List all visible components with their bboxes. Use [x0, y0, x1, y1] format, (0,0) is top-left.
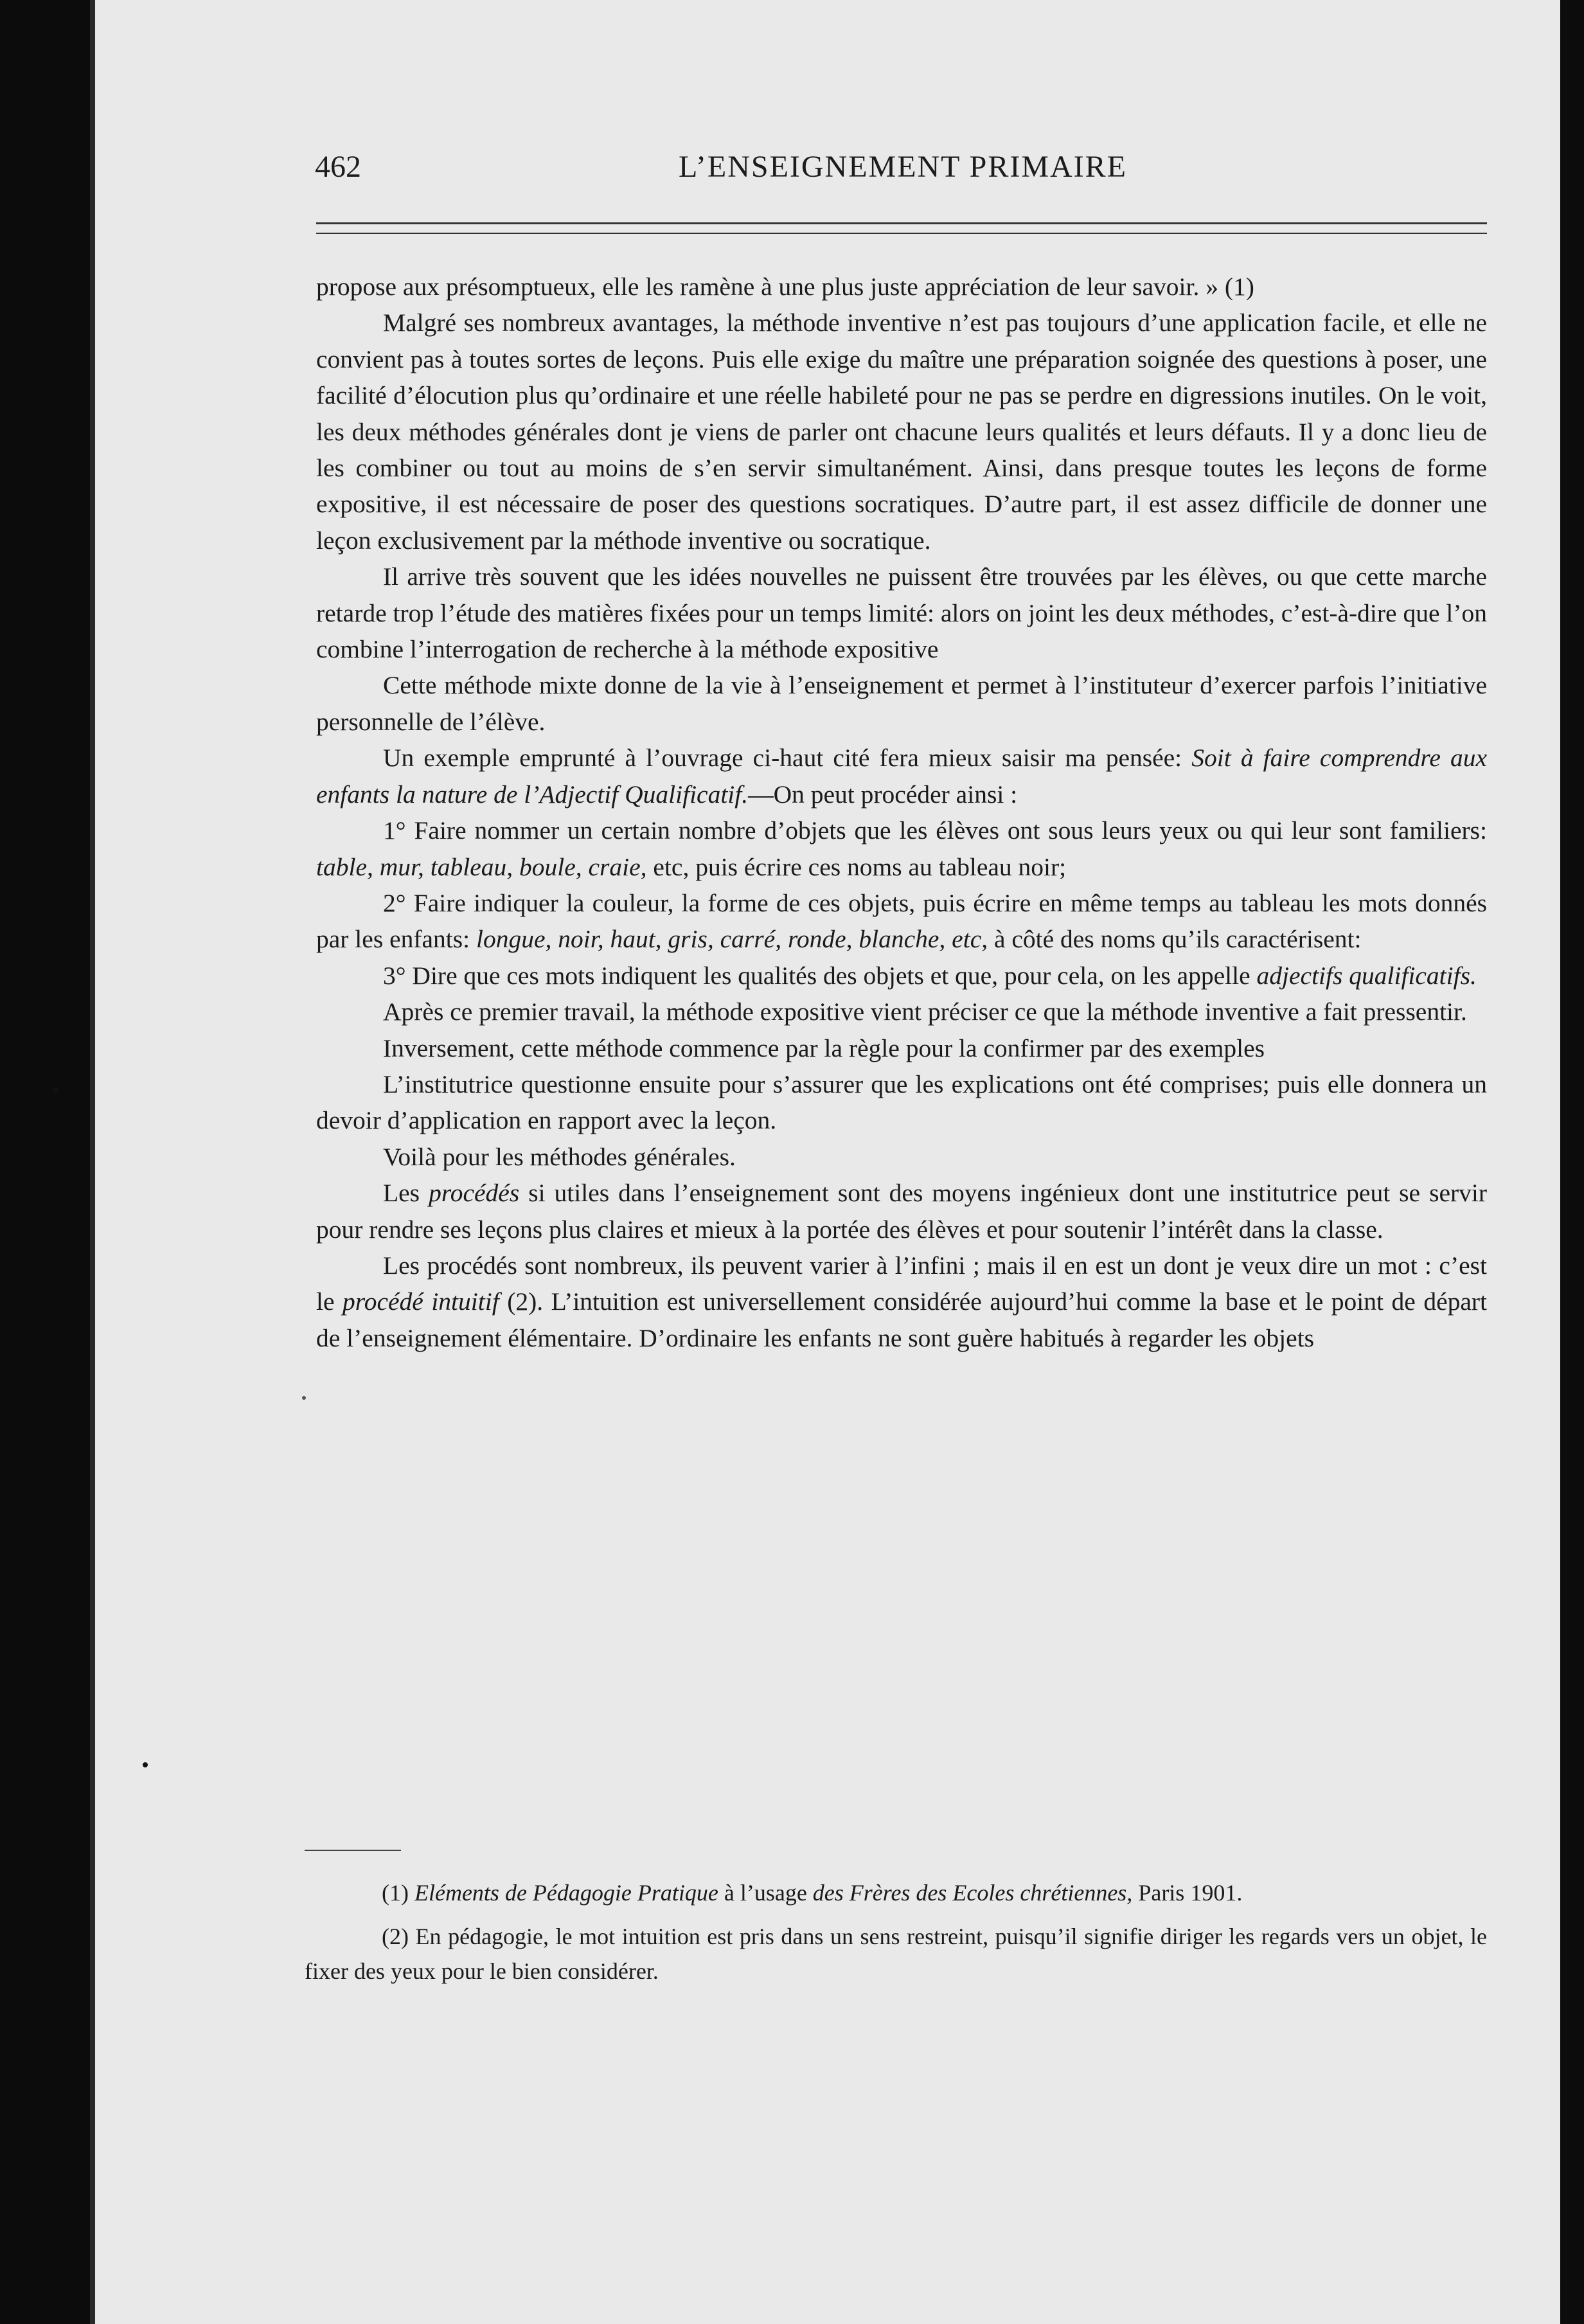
scan-speck [302, 1396, 306, 1400]
footnote: (2) En pédagogie, le mot intuition est pris dans un sens restreint, puisqu’il signifie diriger les regards vers un objet, le fixer des yeux pour le bien considérer. [305, 1924, 1487, 1984]
body-text [316, 269, 1487, 1356]
paragraph: propose aux présomptueux, elle les ramène à une plus juste appréciation de leur savoir. » (1) [316, 273, 1254, 301]
text-run: —On peut procéder ainsi : [748, 780, 1018, 809]
paragraph: Cette méthode mixte donne de la vie à l’enseignement et permet à l’instituteur d’exercer parfois l’initiative personnelle de l’élève. [316, 671, 1487, 736]
italic-text: table, mur, tableau, boule, craie, [316, 852, 647, 881]
italic-text: longue, noir, haut, gris, carré, ronde, blanche, etc, [476, 925, 988, 954]
paragraph [316, 740, 1487, 812]
text-run: Un exemple emprunté à l’ouvrage ci-haut cité fera mieux saisir ma pensée: [383, 744, 1182, 773]
paragraph: Après ce premier travail, la méthode expositive vient préciser ce que la méthode inventive a fait pressentir. [383, 997, 1467, 1026]
paragraph: Voilà pour les méthodes générales. [383, 1142, 736, 1171]
italic-text: adjectifs qualificatifs. [1256, 961, 1477, 990]
footnote [305, 1875, 1487, 1910]
paragraph: L’institutrice questionne ensuite pour s’assurer que les explications ont été comprises; puis elle donnera un devoir d’application en rapport avec la leçon. [316, 1069, 1487, 1135]
italic-text: des Frères des Ecoles chrétiennes, [812, 1880, 1133, 1906]
running-title: L’ENSEIGNEMENT PRIMAIRE [678, 150, 1127, 184]
scan-speck [143, 1762, 148, 1767]
paragraph [316, 1175, 1487, 1247]
text-run: à l’usage [724, 1880, 807, 1906]
footnotes [305, 1875, 1487, 1998]
page-header [315, 149, 1491, 194]
footnote-marker: (1) [382, 1880, 409, 1906]
scan-speck [53, 1087, 59, 1093]
paragraph [316, 958, 1487, 994]
paragraph: Inversement, cette méthode commence par la règle pour la confirmer par des exemples [383, 1033, 1265, 1062]
page-number: 462 [315, 150, 361, 184]
paragraph: Malgré ses nombreux avantages, la méthode inventive n’est pas toujours d’une application facile, et elle ne convient pas à toutes sortes de leçons. Puis elle exige du maître une préparation soignée des questions à poser, une facilité d’élocution plus qu’ordinaire et une réelle habileté pour ne pas se perdre en digressions inutiles. On le voit, les deux méthodes générales dont je viens de parler ont chacune leurs qualités et leurs défauts. Il y a donc lieu de les combiner ou tout au moins de s’en servir simultanément. Ainsi, dans presque toutes les leçons de forme expositive, il est nécessaire de poser des questions socratiques. D’autre part, il est assez difficile de donner une leçon exclusivement par la méthode inventive ou socratique. [316, 308, 1487, 555]
text-run: à côté des noms qu’ils caractérisent: [993, 925, 1362, 954]
italic-text: procédé intuitif [343, 1287, 499, 1316]
text-run: (2). L’intuition est universellement considérée aujourd’hui comme la base et le point de départ de l’enseignement élémentaire. D’ordinaire les enfants ne sont guère habitués à regarder les objets [316, 1287, 1488, 1352]
paragraph [316, 812, 1487, 885]
text-run: 1° Faire nommer un certain nombre d’objets que les élèves ont sous leurs yeux ou qui leur sont familiers: [383, 816, 1487, 845]
italic-text: Eléments de Pédagogie Pratique [414, 1880, 718, 1906]
paragraph: Il arrive très souvent que les idées nouvelles ne puissent être trouvées par les élèves, ou que cette marche retarde trop l’étude des matières fixées pour un temps limité: alors on joint les deux méthodes, c’est-à-dire que l’on combine l’interrogation de recherche à la méthode expositive [316, 562, 1487, 664]
italic-text: procédés [429, 1179, 520, 1208]
text-run: 2° Faire indiquer la couleur, la forme de ces objets, puis écrire en même temps au tableau les mots donnés par les enfants: [316, 888, 1487, 954]
header-rule-thin [316, 233, 1487, 234]
italic-text: Soit à faire comprendre aux enfants la nature de l’Adjectif Qualificatif. [316, 744, 1487, 809]
footnote-separator [305, 1850, 401, 1851]
text-run: 3° Dire que ces mots indiquent les qualités des objets et que, pour cela, on les appelle [383, 961, 1250, 990]
text-run: etc, puis écrire ces noms au tableau noir; [653, 852, 1067, 881]
text-run: Les procédés sont nombreux, ils peuvent varier à l’infini ; mais il en est un dont je veux dire un mot : c’est le [316, 1251, 1487, 1316]
header-rule [316, 222, 1487, 224]
text-run: Paris 1901. [1138, 1880, 1243, 1906]
text-run: Les [383, 1179, 420, 1208]
paragraph [316, 885, 1487, 958]
text-run: si utiles dans l’enseignement sont des moyens ingénieux dont une institutrice peut se servir pour rendre ses leçons plus claires et mieux à la portée des élèves et pour soutenir l’intérêt dans la classe. [316, 1179, 1488, 1244]
paragraph [316, 1247, 1487, 1356]
